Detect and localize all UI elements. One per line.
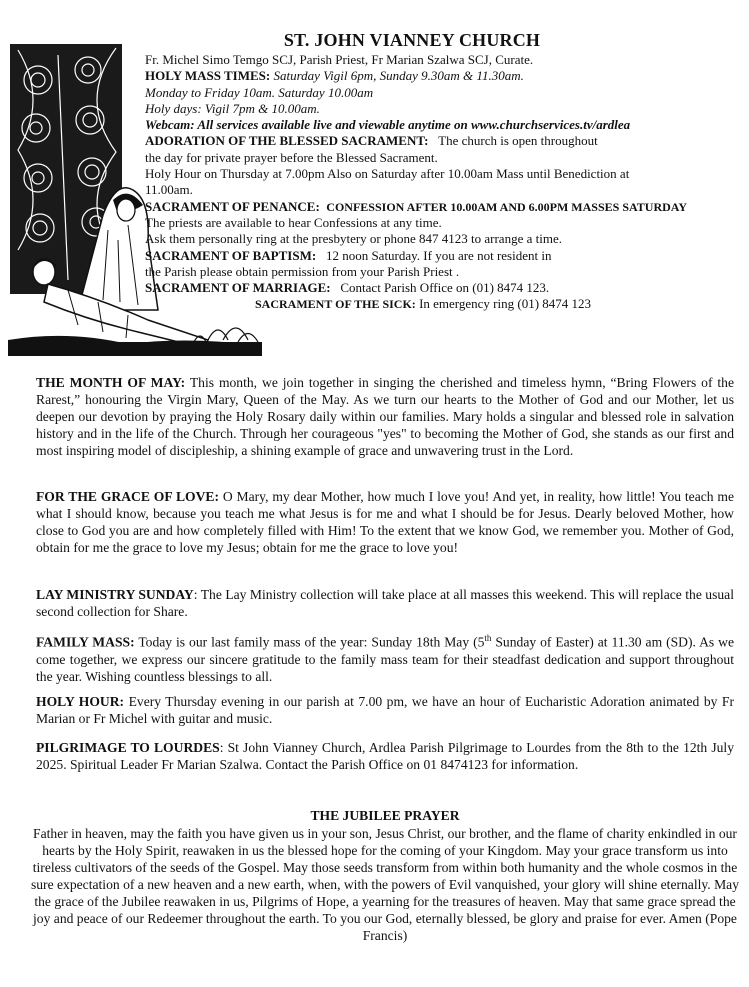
section-text: This month, we join together in singing the cherished and timeless hymn, “Bring Flowers of the Rarest,” honouring the Virgin Mary, Queen of the May. As we turn our hearts to the Mother of God and our Mother, let us deepen our devotion by praying the Holy Rosary daily within our families. Mary holds a singular and blessed role in salvation history and in the life of the Church. Through her courageous "yes" to becoming the Mother of God, she stands as our first and most inspiring model of discipleship, a shining example of grace and unwavering trust in the Lord. [36, 375, 734, 458]
sick-text: In emergency ring (01) 8474 123 [419, 296, 592, 312]
marriage-label: SACRAMENT OF MARRIAGE: [145, 280, 331, 296]
section-text-after: Sunday of Easter) at 11.30 am (SD). As we come together, we express our sincere gratitude to the family mass team for their steadfast dedication and support throughout the year. Wishing countless blessings to all. [36, 634, 735, 684]
prayer-title: THE JUBILEE PRAYER [310, 808, 460, 823]
marriage-line [145, 280, 745, 296]
marriage-text: Contact Parish Office on (01) 8474 123. [340, 280, 550, 296]
baptism-line [145, 248, 745, 264]
section-heading: LAY MINISTRY SUNDAY [36, 587, 194, 602]
prayer-text: Father in heaven, may the faith you have given us in your son, Jesus Christ, our brother, and the flame of charity enkindled in our hearts by the Holy Spirit, reawaken in us the blessed hope for the coming of your Kingdom. May your grace transform us into tireless cultivators of the seeds of the Gospel. May those seeds transform from within both humanity and the whole cosmos in the sure expectation of a new heaven and a new earth, when, with the powers of Evil vanquished, your glory will shine eternally. May the grace of the Jubilee reawaken in us, Pilgrims of Hope, a yearning for the treasures of heaven. May that same grace spread the joy and peace of our Redeemer throughout the earth. To you our God, eternally blessed, be glory and praise for ever. Amen (Pope Francis) [30, 826, 740, 943]
page-title: ST. JOHN VIANNEY CHURCH [283, 30, 541, 50]
mass-times-label: HOLY MASS TIMES: [145, 68, 271, 84]
section-month-of-may [36, 374, 734, 459]
section-heading: PILGRIMAGE TO LOURDES [36, 740, 220, 755]
baptism-text-1: 12 noon Saturday. If you are not resident in [325, 247, 552, 263]
section-heading: HOLY HOUR: [36, 694, 125, 709]
penance-text-2: Ask them personally ring at the presbytery or phone 847 4123 to arrange a time. [145, 231, 562, 247]
section-heading: THE MONTH OF MAY: [36, 375, 186, 390]
adoration-line-2: the day for private prayer before the Blessed Sacrament. [145, 149, 438, 165]
penance-line [145, 199, 745, 215]
section-grace-of-love [36, 488, 734, 556]
superscript-th: th [484, 633, 492, 643]
penance-heading: CONFESSION AFTER 10.00AM AND 6.00PM MASSES SATURDAY [326, 199, 688, 214]
adoration-label: ADORATION OF THE BLESSED SACRAMENT: [145, 133, 429, 149]
penance-label: SACRAMENT OF PENANCE: [145, 198, 320, 214]
section-heading: FAMILY MASS: [36, 634, 135, 650]
section-pilgrimage [36, 739, 734, 773]
section-text-before: Today is our last family mass of the year: Sunday 18th May (5 [138, 634, 485, 650]
webcam-line: Webcam: All services available live and viewable anytime on www.churchservices.tv/ardlea [145, 117, 631, 133]
baptism-text-2: the Parish please obtain permission from your Parish Priest . [145, 263, 460, 279]
adoration-text-1: The church is open throughout [438, 133, 598, 149]
sick-label: SACRAMENT OF THE SICK: [255, 297, 416, 312]
clergy-line: Fr. Michel Simo Temgo SCJ, Parish Priest, Fr Marian Szalwa SCJ, Curate. [145, 52, 534, 67]
holy-hour-line: Holy Hour on Thursday at 7.00pm Also on Saturday after 10.00am Mass until Benediction at [145, 166, 630, 182]
holydays-line: Holy days: Vigil 7pm & 10.00am. [145, 100, 320, 116]
header-info [145, 52, 745, 313]
mass-times-text: Saturday Vigil 6pm, Sunday 9.30am & 11.30am. [273, 68, 524, 84]
section-text: O Mary, my dear Mother, how much I love you! And yet, in reality, how little! You teach me what I should know, because you teach me what Jesus is for me and what I should be for Jesus. Dearly beloved Mother, how close to God you are and how completely filled with Him! To the extent that we know God, we remember you. Mother of God, obtain for me the grace to love my Jesus; obtain for me the grace to love you! [36, 489, 734, 555]
section-heading: FOR THE GRACE OF LOVE: [36, 489, 220, 504]
baptism-label: SACRAMENT OF BAPTISM: [145, 247, 317, 263]
adoration-line [145, 133, 745, 149]
section-holy-hour [36, 693, 734, 727]
section-family-mass [36, 630, 734, 685]
mass-times-line [145, 68, 745, 84]
section-text: : The Lay Ministry collection will take place at all masses this weekend. This will replace the usual second collection for Share. [36, 587, 734, 619]
section-lay-ministry [36, 586, 734, 620]
sick-line [145, 296, 745, 312]
section-text: Every Thursday evening in our parish at 7.00 pm, we have an hour of Eucharistic Adoration animated by Fr Marian or Fr Michel with guitar and music. [36, 694, 734, 726]
section-text: : St John Vianney Church, Ardlea Parish Pilgrimage to Lourdes from the 8th to the 12th July 2025. Spiritual Leader Fr Marian Szalwa. Contact the Parish Office on 01 8474123 for information. [36, 740, 734, 772]
penance-text-1: The priests are available to hear Confessions at any time. [145, 214, 442, 230]
weekday-line: Monday to Friday 10am. Saturday 10.00am [145, 84, 374, 100]
holy-hour-line-2: 11.00am. [145, 182, 193, 198]
